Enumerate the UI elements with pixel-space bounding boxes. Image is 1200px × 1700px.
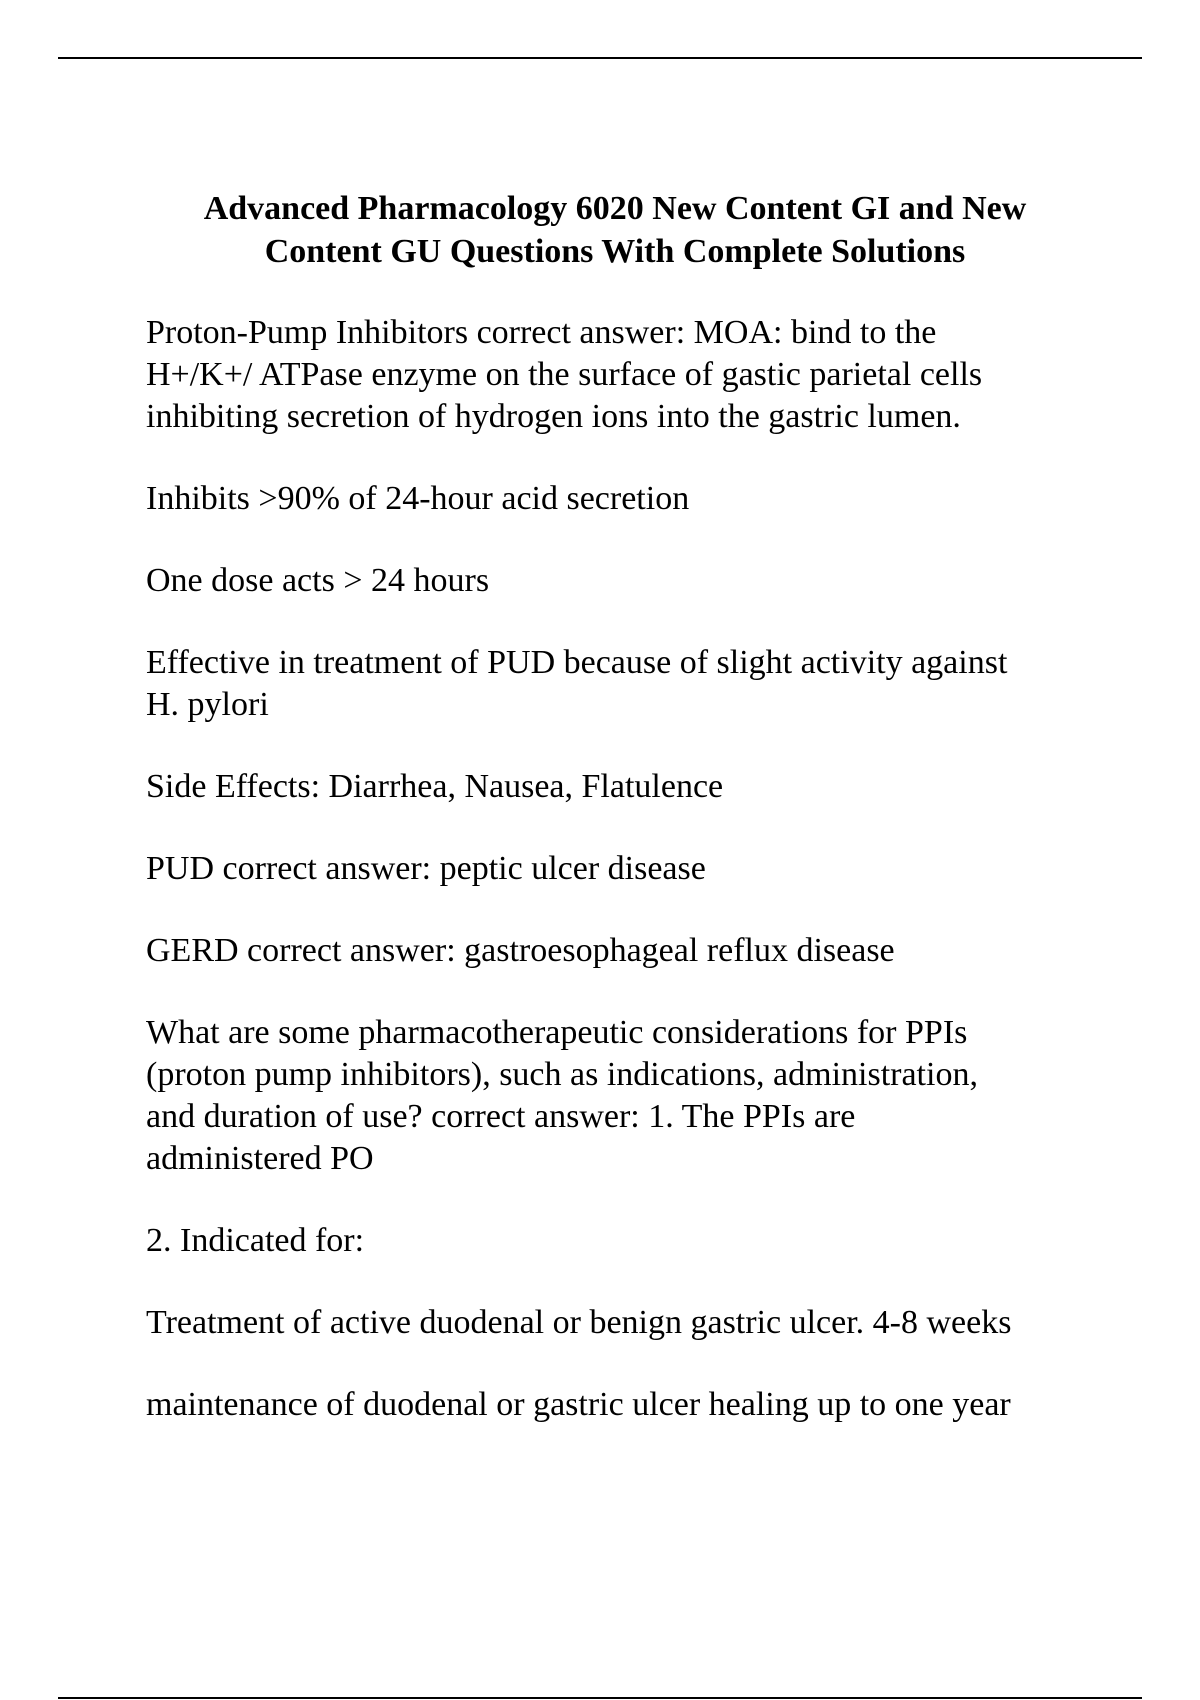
title-line-1: Advanced Pharmacology 6020 New Content GI and New <box>203 190 1027 227</box>
title-line-2: Content GU Questions With Complete Solutions <box>264 233 966 270</box>
paragraph-maintenance <box>146 1384 1096 1426</box>
text-line: Side Effects: Diarrhea, Nausea, Flatulence <box>146 768 724 805</box>
paragraph-ppi-moa <box>146 312 1096 438</box>
text-line: One dose acts > 24 hours <box>146 562 490 599</box>
paragraph-inhibits <box>146 478 1096 520</box>
paragraph-effective <box>146 642 1096 726</box>
text-line: inhibiting secretion of hydrogen ions into the gastric lumen. <box>146 398 961 435</box>
text-line: GERD correct answer: gastroesophageal reflux disease <box>146 932 895 969</box>
text-line: What are some pharmacotherapeutic considerations for PPIs <box>146 1014 968 1051</box>
document-body <box>146 312 1096 1466</box>
paragraph-pud <box>146 848 1096 890</box>
paragraph-considerations <box>146 1012 1096 1180</box>
paragraph-side-effects <box>146 766 1096 808</box>
text-line: Effective in treatment of PUD because of slight activity against <box>146 644 1008 681</box>
text-line: 2. Indicated for: <box>146 1222 365 1259</box>
top-rule <box>58 57 1142 59</box>
paragraph-one-dose <box>146 560 1096 602</box>
text-line: (proton pump inhibitors), such as indications, administration, <box>146 1056 978 1093</box>
text-line: H+/K+/ ATPase enzyme on the surface of gastic parietal cells <box>146 356 983 393</box>
paragraph-indicated <box>146 1220 1096 1262</box>
text-line: PUD correct answer: peptic ulcer disease <box>146 850 706 887</box>
text-line: maintenance of duodenal or gastric ulcer healing up to one year <box>146 1386 1011 1423</box>
paragraph-treatment <box>146 1302 1096 1344</box>
page-title <box>145 187 1085 273</box>
text-line: Inhibits >90% of 24-hour acid secretion <box>146 480 690 517</box>
bottom-rule <box>58 1697 1142 1699</box>
text-line: H. pylori <box>146 686 269 723</box>
text-line: administered PO <box>146 1140 374 1177</box>
text-line: and duration of use? correct answer: 1. The PPIs are <box>146 1098 856 1135</box>
text-line: Proton-Pump Inhibitors correct answer: MOA: bind to the <box>146 314 937 351</box>
text-line: Treatment of active duodenal or benign gastric ulcer. 4-8 weeks <box>146 1304 1012 1341</box>
paragraph-gerd <box>146 930 1096 972</box>
